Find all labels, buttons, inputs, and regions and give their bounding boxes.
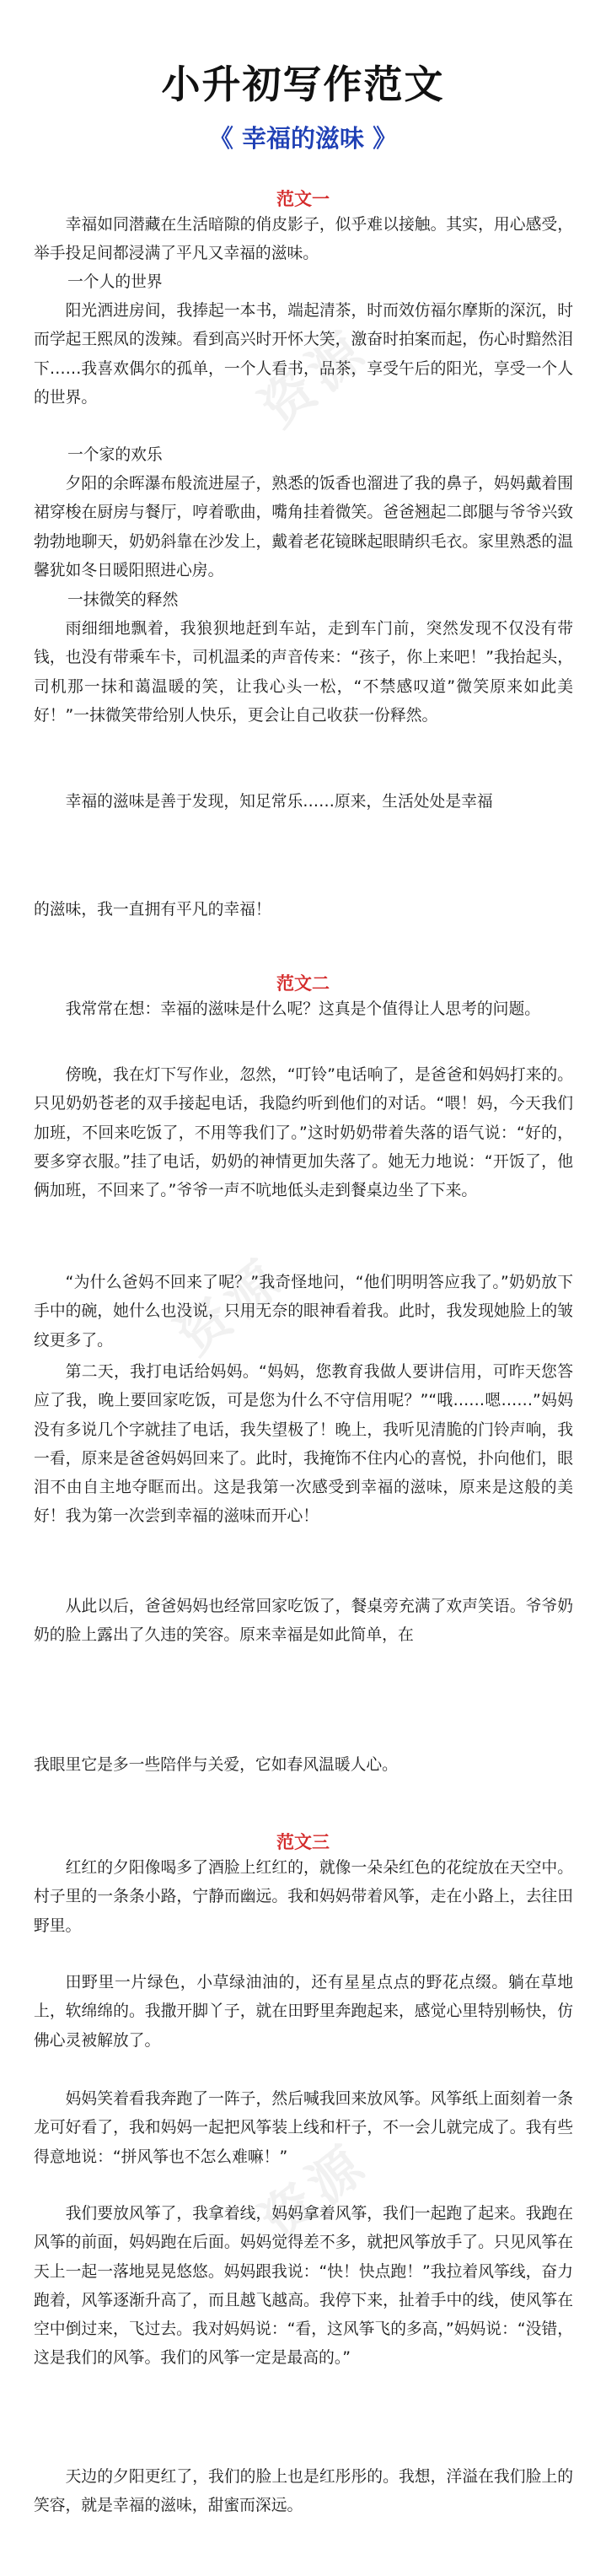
watermark-1: 资源 bbox=[249, 317, 380, 439]
section-2-para-1: 我常常在想：幸福的滋味是什么呢？这真是个值得让人思考的问题。 bbox=[65, 1000, 541, 1018]
section-1-para-2: 阳光洒进房间，我捧起一本书，端起清茶，时而效仿福尔摩斯的深沉，时而学起王熙凤的泼辣。看到高兴时开怀大笑，激奋时拍案而起，伤心时黯然泪下……我喜欢偶尔的孤单，一个人看书，品茶，享受午后的阳光，享受一个人的世界。 bbox=[34, 302, 573, 407]
section-3-para-4: 我们要放风筝了，我拿着线，妈妈拿着风筝，我们一起跑了起来。我跑在风筝的前面，妈妈跑在后面。妈妈觉得差不多，就把风筝放手了。只见风筝在天上一起一落地晃晃悠悠。妈妈跟我说：“快！快点跑！”我拉着风筝线，奋力跑着，风筝逐渐升高了，而且越飞越高。我停下来，扯着手中的线，使风筝在空中倒过来，飞过去。我对妈妈说：“看，这风筝飞的多高，”妈妈说：“没错，这是我们的风筝。我们的风筝一定是最高的。” bbox=[34, 2205, 573, 2368]
section-2-para-4: 第二天，我打电话给妈妈。“妈妈，您教育我做人要讲信用，可昨天您答应了我，晚上要回家吃饭，可是您为什么不守信用呢？”“哦……嗯……”妈妈没有多说几个字就挂了电话，我失望极了！晚上，我听见清脆的门铃声响，我一看，原来是爸爸妈妈回来了。此时，我掩饰不住内心的喜悦，扑向他们，眼泪不由自主地夺眶而出。这是我第一次感受到幸福的滋味，原来是这般的美好！我为第一次尝到幸福的滋味而开心！ bbox=[34, 1363, 573, 1526]
section-2-para-3: “为什么爸妈不回来了呢？”我奇怪地问，“他们明明答应我了。”奶奶放下手中的碗，她什么也没说，只用无奈的眼神看着我。此时，我发现她脸上的皱纹更多了。 bbox=[34, 1274, 573, 1350]
article-subtitle: 《 幸福的滋味 》 bbox=[208, 124, 398, 153]
watermark-3: 资源 bbox=[249, 2131, 380, 2253]
section-2-para-5-cont: 我眼里它是多一些陪伴与关爱，它如春风温暖人心。 bbox=[34, 1756, 398, 1774]
section-3-para-1: 红红的夕阳像喝多了酒脸上红红的，就像一朵朵红色的花绽放在天空中。村子里的一条条小路，宁静而幽远。我和妈妈带着风筝，走在小路上，去往田野里。 bbox=[34, 1859, 573, 1935]
section-1-para-5-cont: 的滋味，我一直拥有平凡的幸福！ bbox=[34, 901, 271, 919]
section-1-heading: 范文一 bbox=[276, 189, 330, 209]
section-1-subheading-3: 一抹微笑的释然 bbox=[67, 591, 179, 609]
section-1-subheading-2: 一个家的欢乐 bbox=[67, 446, 163, 464]
watermark-2: 资源 bbox=[164, 1245, 296, 1367]
section-2-para-5: 从此以后，爸爸妈妈也经常回家吃饭了，餐桌旁充满了欢声笑语。爷爷奶奶的脸上露出了久违的笑容。原来幸福是如此简单，在 bbox=[34, 1598, 573, 1645]
section-2-heading: 范文二 bbox=[276, 973, 330, 994]
section-1-subheading-1: 一个人的世界 bbox=[67, 273, 163, 291]
section-1-para-3: 夕阳的余晖瀑布般流进屋子，熟悉的饭香也溜进了我的鼻子，妈妈戴着围裙穿梭在厨房与餐厅，哼着歌曲，嘴角挂着微笑。爸爸翘起二郎腿与爷爷兴致勃勃地聊天，奶奶斜靠在沙发上，戴着老花镜眯起眼睛织毛衣。家里熟悉的温馨犹如冬日暖阳照进心房。 bbox=[34, 475, 573, 579]
section-1-para-5: 幸福的滋味是善于发现，知足常乐……原来，生活处处是幸福 bbox=[65, 793, 493, 811]
section-3-para-3: 妈妈笑着看我奔跑了一阵子，然后喊我回来放风筝。风筝纸上面刻着一条龙可好看了，我和妈妈一起把风筝装上线和杆子，不一会儿就完成了。我有些得意地说：“拼风筝也不怎么难嘛！” bbox=[34, 2090, 573, 2166]
section-3-para-2: 田野里一片绿色，小草绿油油的，还有星星点点的野花点缀。躺在草地上，软绵绵的。我撒开脚丫子，就在田野里奔跑起来，感觉心里特别畅快，仿佛心灵被解放了。 bbox=[34, 1974, 573, 2050]
section-1-para-1: 幸福如同潜藏在生活暗隙的俏皮影子，似乎难以接触。其实，用心感受，举手投足间都浸满了平凡又幸福的滋味。 bbox=[34, 216, 573, 263]
section-1-para-4: 雨细细地飘着，我狼狈地赶到车站，走到车门前，突然发现不仅没有带钱，也没有带乘车卡，司机温柔的声音传来：“孩子，你上来吧！”我抬起头，司机那一抹和蔼温暖的笑，让我心头一松，“不禁感叹道”微笑原来如此美好！”一抹微笑带给别人快乐，更会让自己收获一份释然。 bbox=[34, 620, 573, 725]
section-3-heading: 范文三 bbox=[276, 1832, 330, 1852]
page-title: 小升初写作范文 bbox=[161, 62, 445, 107]
section-2-para-2: 傍晚，我在灯下写作业，忽然，“叮铃”电话响了，是爸爸和妈妈打来的。只见奶奶苍老的双手接起电话，我隐约听到他们的对话。“喂！妈，今天我们加班，不回来吃饭了，不用等我们了。”这时奶奶带着失落的语气说：“好的，要多穿衣服。”挂了电话，奶奶的神情更加失落了。她无力地说：“开饭了，他俩加班，不回来了。”爷爷一声不吭地低头走到餐桌边坐了下来。 bbox=[34, 1066, 573, 1200]
section-3-para-5: 天边的夕阳更红了，我们的脸上也是红彤彤的。我想，洋溢在我们脸上的笑容，就是幸福的滋味，甜蜜而深远。 bbox=[34, 2468, 573, 2515]
